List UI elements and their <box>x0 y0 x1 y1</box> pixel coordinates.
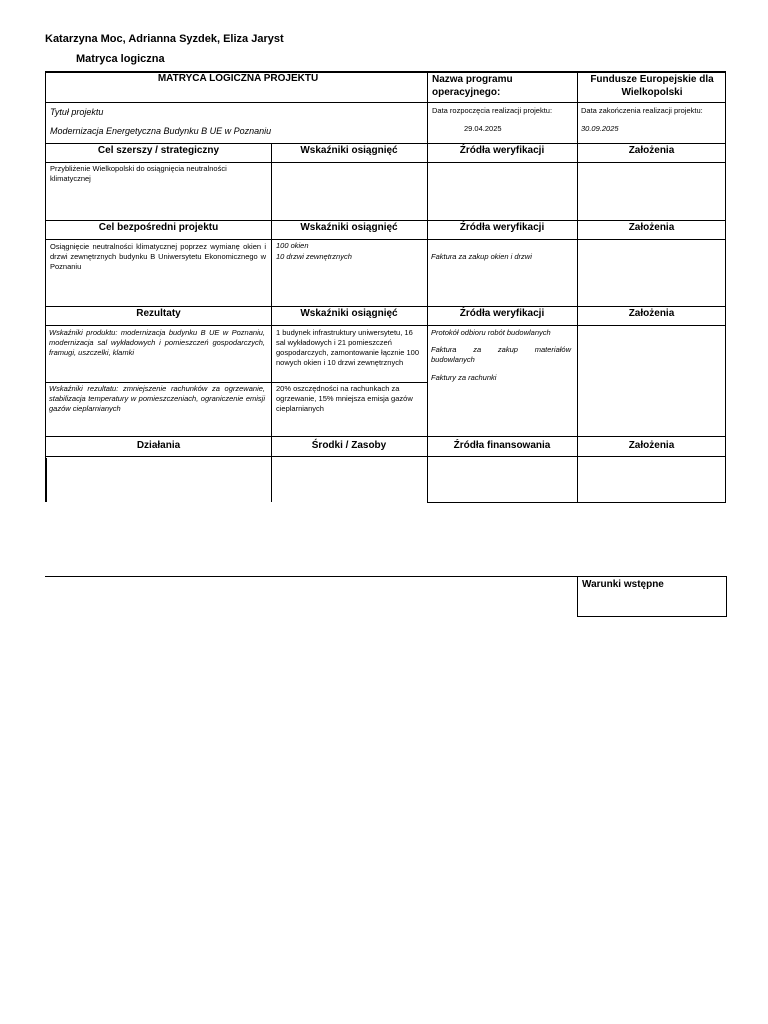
s2-header-indicators: Wskaźniki osiągnięć <box>300 222 398 233</box>
s2-header-sources: Źródła weryfikacji <box>459 222 545 233</box>
s2-header-assumptions: Założenia <box>628 222 675 233</box>
direct-goal: Osiągnięcie neutralności klimatycznej poprzez wymianę okien i drzwi zewnętrznych budynku B Uniwersytetu Ekonomicznego w Poznaniu <box>50 242 266 271</box>
project-title-label: Tytuł projektu <box>50 107 104 117</box>
preconditions-label: Warunki wstępne <box>582 579 664 590</box>
s3-header-indicators: Wskaźniki osiągnięć <box>300 308 398 319</box>
start-date-label: Data rozpoczęcia realizacji projektu: <box>432 106 553 115</box>
s4-header-assumptions: Założenia <box>628 440 675 451</box>
s4-header-resources: Środki / Zasoby <box>311 440 387 451</box>
s2-header-goal: Cel bezpośredni projektu <box>98 222 219 233</box>
product-indicator-values: 1 budynek infrastruktury uniwersytetu, 16 sal wykładowych i 21 pomieszczeń gospodarczych, zamontowanie łącznie 100 nowych okien i 10 drzwi zewnętrznych <box>276 328 420 367</box>
indicator-windows: 100 okien <box>276 241 309 250</box>
s1-header-indicators: Wskaźniki osiągnięć <box>300 145 398 156</box>
indicator-doors: 10 drzwi zewnętrznych <box>276 252 352 261</box>
s3-header-sources: Źródła weryfikacji <box>459 308 545 319</box>
s4-header-funding: Źródła finansowania <box>453 440 551 451</box>
product-indicators: Wskaźniki produktu: modernizacja budynku B UE w Poznaniu, modernizacja sal wykładowych i pomieszczeń gospodarczych, framugi, uszczelki, klamki <box>49 328 265 357</box>
source-invoice: Faktura za zakup okien i drzwi <box>431 252 532 261</box>
source-bills: Faktury za rachunki <box>431 373 497 382</box>
program-label: Nazwa programu operacyjnego: <box>432 74 513 98</box>
s1-header-sources: Źródła weryfikacji <box>459 145 545 156</box>
strategic-goal: Przybliżenie Wielkopolski do osiągnięcia neutralności klimatycznej <box>50 164 227 183</box>
s1-header-assumptions: Założenia <box>628 145 675 156</box>
start-date-value: 29.04.2025 <box>464 124 502 133</box>
s3-header-assumptions: Założenia <box>628 308 675 319</box>
document-title: Matryca logiczna <box>76 53 165 65</box>
program-value: Fundusze Europejskie dla Wielkopolski <box>590 74 714 98</box>
s4-header-activities: Działania <box>136 440 181 451</box>
end-date-value: 30.09.2025 <box>581 124 619 133</box>
result-indicators: Wskaźniki rezultatu: zmniejszenie rachunków za ogrzewanie, stabilizacja temperatury w pomieszczeniach, ograniczenie emisji gazów cieplarnianych <box>49 384 265 413</box>
source-materials-invoice: Faktura za zakup materiałów budowlanych <box>431 345 571 364</box>
project-title-value: Modernizacja Energetyczna Budynku B UE w Poznaniu <box>50 126 272 136</box>
s1-header-goal: Cel szerszy / strategiczny <box>97 145 220 156</box>
authors: Katarzyna Moc, Adrianna Syzdek, Eliza Jaryst <box>45 33 284 45</box>
result-indicator-values: 20% oszczędności na rachunkach za ogrzewanie, 15% mniejsza emisja gazów cieplarnianych <box>276 384 413 413</box>
end-date-label: Data zakończenia realizacji projektu: <box>581 106 703 115</box>
source-protocol: Protokół odbioru robót budowlanych <box>431 328 551 337</box>
s3-header-results: Rezultaty <box>136 308 181 319</box>
matrix-title: MATRYCA LOGICZNA PROJEKTU <box>157 73 319 84</box>
